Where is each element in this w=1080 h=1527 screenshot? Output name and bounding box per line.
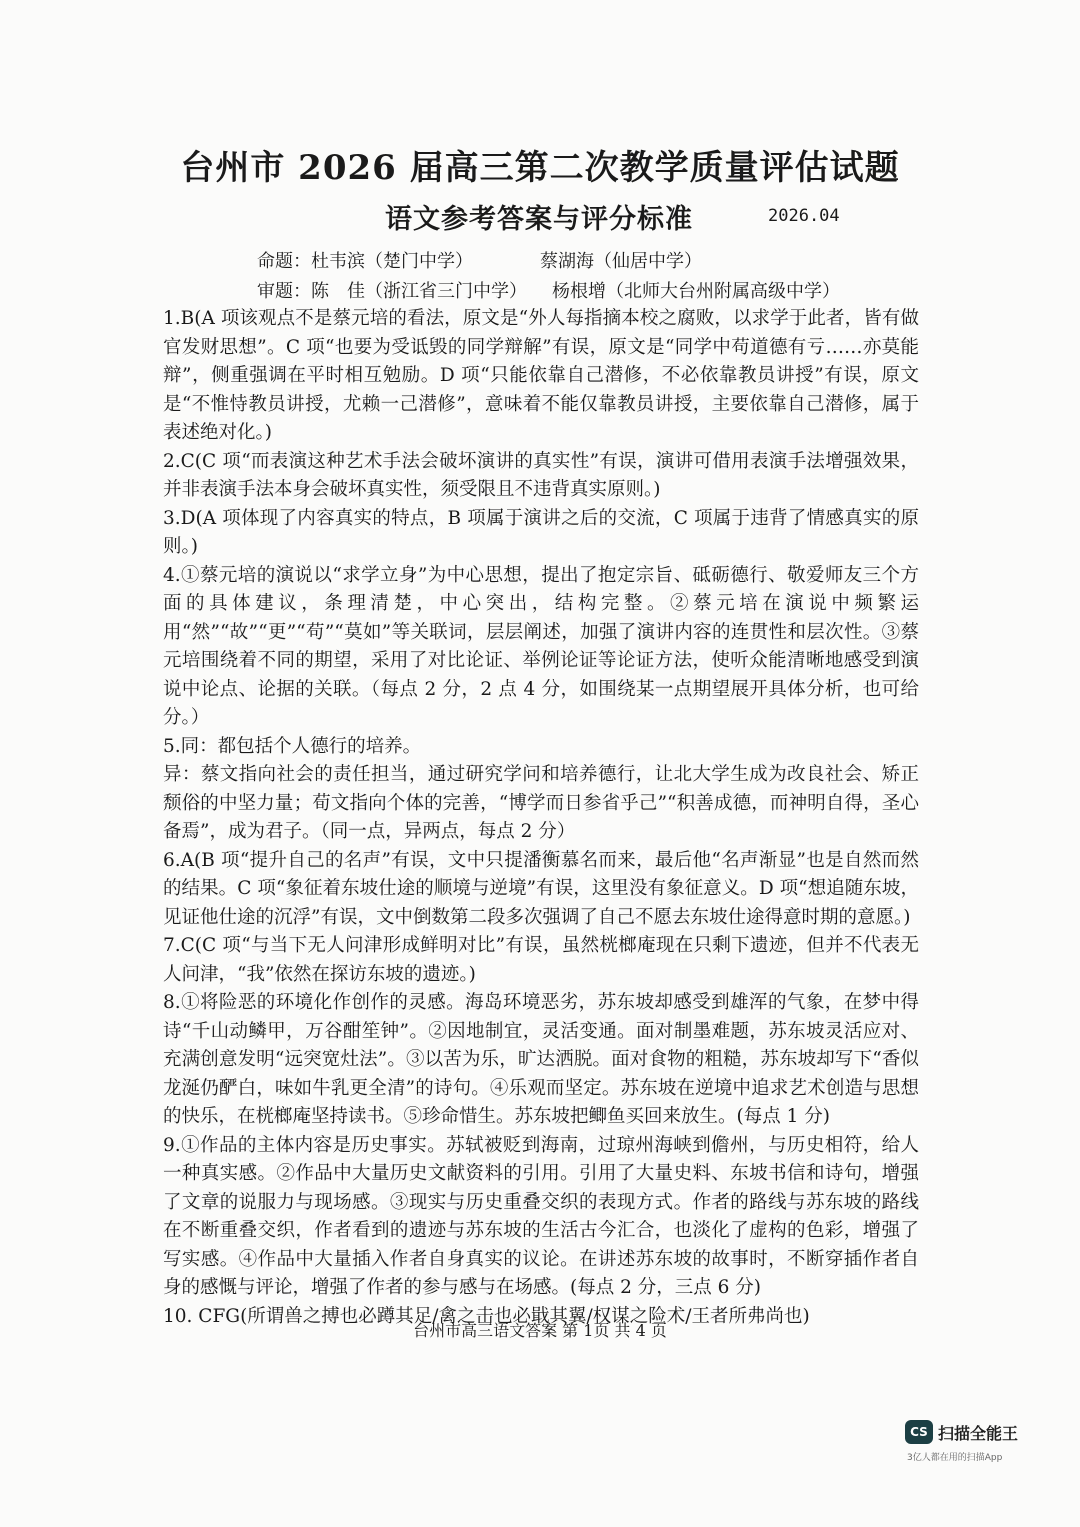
answer-body: [163, 305, 919, 1331]
answer-item-3: 3.D(A 项体现了内容真实的特点，B 项属于演讲之后的交流，C 项属于违背了情感真实的原则。): [163, 507, 919, 557]
answer-item-1: 1.B(A 项该观点不是蔡元培的看法，原文是“外人每指摘本校之腐败，以求学于此者，皆有做官发财思想”。C 项“也要为受诋毁的同学辩解”有误，原文是“同学中苟道德有亏……亦莫能辩”，侧重强调在平时相互勉励。D 项“只能依靠自己潜修，不必依靠教员讲授”有误，原文是“不惟恃教员讲授，尤赖一己潜修”，意味着不能仅靠教员讲授，主要依靠自己潜修，属于表述绝对化。): [163, 308, 919, 443]
review-credit-2: 杨根增（北师大台州附属高级中学）: [552, 281, 840, 302]
answer-item-4: 4.①蔡元培的演说以“求学立身”为中心思想，提出了抱定宗旨、砥砺德行、敬爱师友三个方面的具体建议，条理清楚，中心突出，结构完整。②蔡元培在演说中频繁运用“然”“故”“更”“苟”“莫如”等关联词，层层阐述，加强了演讲内容的连贯性和层次性。③蔡元培围绕着不同的期望，采用了对比论证、举例论证等论证方法，使听众能清晰地感受到演说中论点、论据的关联。（每点 2 分，2 点 4 分，如围绕某一点期望展开具体分析，也可给分。）: [163, 564, 919, 728]
answer-item-10: 10. CFG(所谓兽之搏也必蹲其足/禽之击也必戢其翼/权谋之险术/王者所弗尚也): [163, 1305, 810, 1327]
answer-item-6: 6.A(B 项“提升自己的名声”有误，文中只提潘衡慕名而来，最后他“名声渐显”也是自然而然的结果。C 项“象征着东坡仕途的顺境与逆境”有误，这里没有象征意义。D 项“想追随东坡，见证他仕途的沉浮”有误，文中倒数第二段多次强调了自己不愿去东坡仕途得意时期的意愿。): [163, 849, 919, 928]
camscanner-logo-icon: CS: [905, 1420, 933, 1444]
scanner-watermark: [905, 1420, 1035, 1462]
answer-item-5-same: 5.同：都包括个人德行的培养。: [163, 735, 422, 757]
answer-item-7: 7.C(C 项“与当下无人问津形成鲜明对比”有误，虽然桄榔庵现在只剩下遗迹，但并不代表无人问津，“我”依然在探访东坡的遗迹。): [163, 935, 919, 985]
scanner-tagline: 3亿人都在用的扫描App: [907, 1453, 1003, 1463]
answer-item-8: 8.①将险恶的环境化作创作的灵感。海岛环境恶劣，苏东坡却感受到雄浑的气象，在梦中得诗“千山动鳞甲，万谷酣笙钟”。②因地制宜，灵活变通。面对制墨难题，苏东坡灵活应对、充满创意发明“远突宽灶法”。③以苦为乐，旷达洒脱。面对食物的粗糙，苏东坡却写下“香似龙涎仍酽白，味如牛乳更全清”的诗句。④乐观而坚定。苏东坡在逆境中追求艺术创造与思想的快乐，在桄榔庵坚持读书。⑤珍命惜生。苏东坡把鲫鱼买回来放生。(每点 1 分): [163, 992, 919, 1127]
document-date: 2026.04: [768, 206, 840, 226]
answer-item-9: 9.①作品的主体内容是历史事实。苏轼被贬到海南，过琼州海峡到儋州，与历史相符，给人一种真实感。②作品中大量历史文献资料的引用。引用了大量史料、东坡书信和诗句，增强了文章的说服力与现场感。③现实与历史重叠交织的表现方式。作者的路线与苏东坡的路线在不断重叠交织，作者看到的遗迹与苏东坡的生活古今汇合，也淡化了虚构的色彩，增强了写实感。④作品中大量插入作者自身真实的议论。在讲述苏东坡的故事时，不断穿插作者自身的感慨与评论，增强了作者的参与感与在场感。(每点 2 分，三点 6 分): [163, 1134, 919, 1298]
answer-item-2: 2.C(C 项“而表演这种艺术手法会破坏演讲的真实性”有误，演讲可借用表演手法增强效果，并非表演手法本身会破坏真实性，须受限且不违背真实原则。): [163, 450, 919, 500]
review-credit-1: 审题：陈 佳（浙江省三门中学）: [257, 281, 527, 302]
answer-item-5-diff: 异：蔡文指向社会的责任担当，通过研究学问和培养德行，让北大学生成为改良社会、矫正颓俗的中坚力量；荀文指向个体的完善，“博学而日参省乎己”“积善成德，而神明自得，圣心备焉”，成为君子。（同一点，异两点，每点 2 分）: [163, 764, 919, 842]
page-footer: 台州市高三语文答案 第 1页 共 4 页: [413, 1321, 667, 1340]
scanner-app-name: 扫描全能王: [938, 1424, 1019, 1443]
proposition-credit-1: 命题：杜韦滨（楚门中学）: [257, 251, 473, 272]
document-subtitle: 语文参考答案与评分标准: [385, 204, 693, 235]
document-title: 台州市 2026 届高三第二次教学质量评估试题: [180, 148, 900, 188]
proposition-credit-2: 蔡湖海（仙居中学）: [540, 251, 702, 272]
